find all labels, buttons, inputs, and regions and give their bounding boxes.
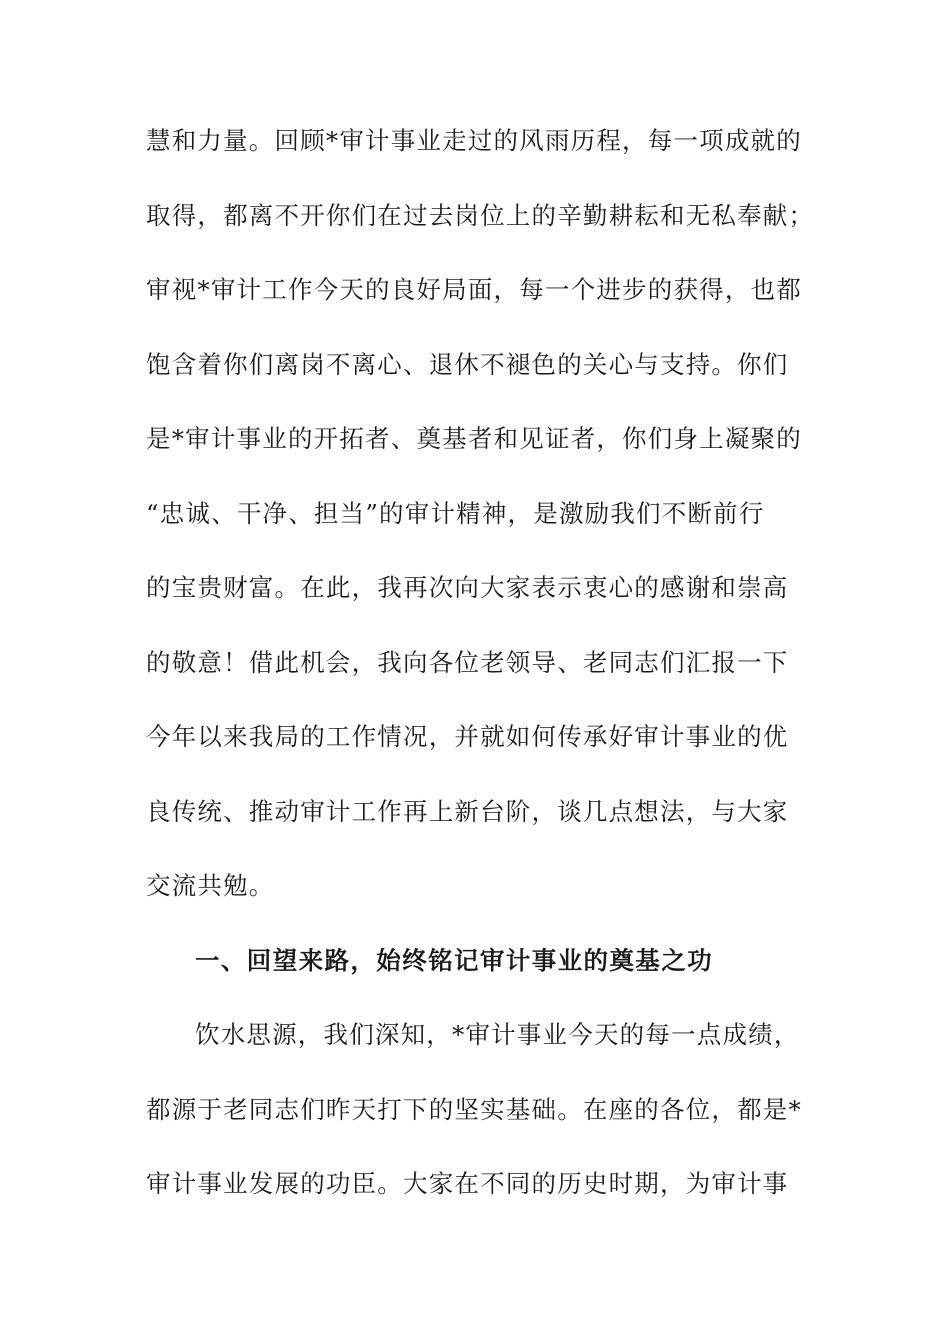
section-heading: 一、回望来路，始终铭记审计事业的奠基之功 <box>195 945 713 975</box>
text-line: “忠诚、干净、担当”的审计精神，是激励我们不断前行 <box>146 498 765 528</box>
text-line: 饱含着你们离岗不离心、退休不褪色的关心与支持。你们 <box>146 349 789 379</box>
text-line: 饮水思源，我们深知，*审计事业今天的每一点成绩， <box>195 1020 800 1049</box>
text-line: 审视*审计工作今天的良好局面，每一个进步的获得，也都 <box>146 275 802 304</box>
text-line: 慧和力量。回顾*审计事业走过的风雨历程，每一项成就的 <box>146 126 802 155</box>
text-line: 良传统、推动审计工作再上新台阶，谈几点想法，与大家 <box>146 796 789 826</box>
text-line: 审计事业发展的功臣。大家在不同的历史时期，为审计事 <box>146 1169 789 1198</box>
text-line: 是*审计事业的开拓者、奠基者和见证者，你们身上凝聚的 <box>146 424 802 453</box>
text-line: 都源于老同志们昨天打下的坚实基础。在座的各位，都是* <box>146 1094 802 1124</box>
text-line: 交流共勉。 <box>146 871 275 900</box>
text-line: 的宝贵财富。在此，我再次向大家表示衷心的感谢和崇高 <box>146 573 789 602</box>
text-line: 今年以来我局的工作情况，并就如何传承好审计事业的优 <box>146 722 789 751</box>
text-line: 取得，都离不开你们在过去岗位上的辛勤耕耘和无私奉献； <box>146 200 815 230</box>
text-line: 的敬意！借此机会，我向各位老领导、老同志们汇报一下 <box>146 647 789 677</box>
document-body <box>146 114 815 1232</box>
paragraph-section-one <box>146 1008 806 1232</box>
paragraph-intro <box>146 114 815 934</box>
